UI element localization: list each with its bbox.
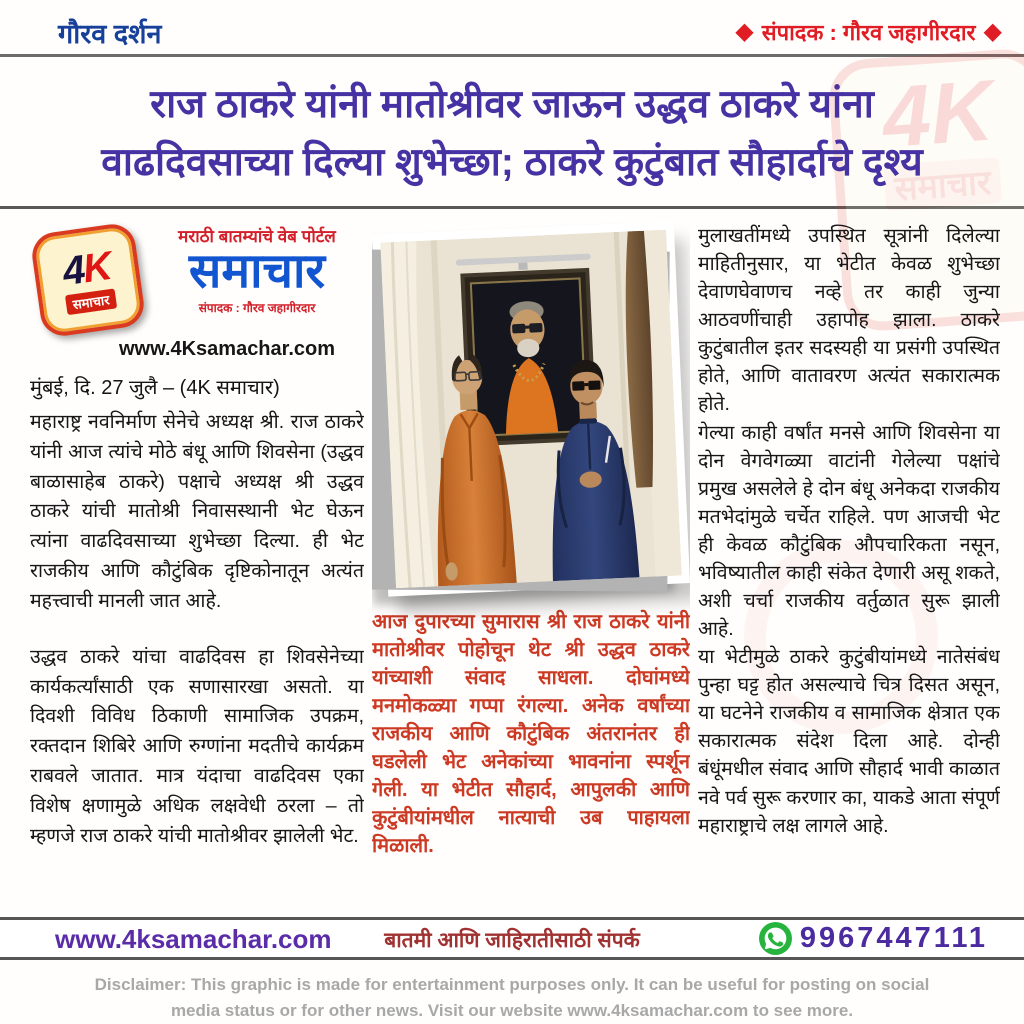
footer-phone-number: 9967447111 (799, 922, 988, 954)
footer-phone-block (759, 922, 988, 955)
footer-website: www.4ksamachar.com (55, 924, 332, 954)
publisher-website: www.4Ksamachar.com (118, 338, 336, 360)
header-divider (0, 54, 1024, 57)
logo-digit-4: 4 (59, 247, 87, 294)
masthead-title: गौरव दर्शन (58, 19, 162, 49)
disclaimer-text: Disclaimer: This graphic is made for entertainment purposes only. It can be useful for posting on social media status or for other news. Visit our website www.4ksamachar.com to see more. (94, 975, 930, 1021)
publisher-name: समाचार (188, 245, 326, 298)
article-paragraph: मुलाखतींमध्ये उपस्थित सूत्रांनी दिलेल्या माहितीनुसार, या भेटीत केवळ शुभेच्छा देवाणघेवाणच नव्हे तर काही जुन्या आठवणींचाही उहापोह झाला. ठाकरे कुटुंबातील इतर सदस्यही या प्रसंगी उपस्थित होते, आणि वातावरण अत्यंत सकारात्मक होते. (698, 225, 1000, 416)
photo-illustration (380, 230, 681, 589)
logo-badge-subtitle: समाचार (64, 288, 117, 315)
editor-credit-label: संपादक : गौरव जहागीरदार (761, 20, 976, 45)
center-column (372, 222, 690, 914)
article-paragraph: या भेटीमुळे ठाकरे कुटुंबीयांमध्ये नातेसंबंध पुन्हा घट्ट होत असल्याचे चित्र दिसत असून, या घटनेने राजकीय व सामाजिक क्षेत्रात एक सकारात्मक संदेश दिला आहे. दोन्ही बंधूंमधील संवाद आणि सौहार्द भावी काळात नवे पर्व सुरू करणार का, याकडे आता संपूर्ण महाराष्ट्राचे लक्ष लागले आहे. (698, 646, 1000, 837)
photo-thackeray-brothers (372, 222, 690, 597)
whatsapp-icon (759, 922, 792, 955)
photo-caption: आज दुपारच्या सुमारास श्री राज ठाकरे यांनी मातोश्रीवर पोहोचून थेट श्री उद्धव ठाकरे यांच्याशी संवाद साधला. दोघांमध्ये मनमोकळ्या गप्पा रंगल्या. अनेक वर्षांच्या राजकीय आणि कौटुंबिक अंतरानंतर ही घडलेली भेट अनेकांच्या भावनांना स्पर्शून गेली. या भेटीत सौहार्द, आपुलकी आणि कुटुंबीयांमधील नात्याची उब पाहायला मिळाली. (372, 611, 690, 857)
publisher-name-stack (150, 222, 364, 316)
headline-line1: राज ठाकरे यांनी मातोश्रीवर जाऊन उद्धव ठाकरे यांना (150, 83, 874, 126)
publisher-editor-line: संपादक : गौरव जहागीरदार (198, 301, 316, 316)
footer-divider-bottom (0, 957, 1024, 960)
article-paragraph: गेल्या काही वर्षांत मनसे आणि शिवसेना या दोन वेगवेगळ्या वाटांनी गेलेल्या पक्षांचे प्रमुख असलेले हे दोन बंधू अनेकदा राजकीय मतभेदांमुळे चर्चेत राहिले. पण आजची भेट ही केवळ कौटुंबिक औपचारिकता नसून, भविष्यातील काही संकेत देणारी असू शकते, अशी चर्चा राजकीय वर्तुळात सुरू झाली आहे. (698, 421, 1000, 641)
4k-logo-text (59, 243, 113, 294)
4k-logo-badge (30, 222, 147, 339)
dateline: मुंबई, दि. 27 जुलै – (4K समाचार) (30, 377, 280, 399)
diamond-icon-left: ◆ (735, 18, 754, 45)
logo-letter-k: K (80, 243, 113, 291)
headline (26, 76, 998, 191)
editor-credit (735, 17, 1002, 47)
watermark-samachar-text: समाचार (883, 157, 1002, 211)
article-paragraph: उद्धव ठाकरे यांचा वाढदिवस हा शिवसेनेच्या कार्यकर्त्यांसाठी एक सणासारखा असतो. या दिवशी विविध ठिकाणी सामाजिक उपक्रम, रक्तदान शिबिरे आणि रुग्णांना मदतीचे कार्यक्रम राबवले जातात. मात्र यंदाचा वाढदिवस एका विशेष क्षणामुळे अधिक लक्षवेधी ठरला – तो म्हणजे राज ठाकरे यांची मातोश्रीवर झालेली भेट. (30, 645, 364, 847)
footer-contact-label: बातमी आणि जाहिरातीसाठी संपर्क (384, 929, 640, 952)
watermark-4k-text: 4K (879, 62, 996, 166)
publisher-logo-block (30, 222, 364, 332)
footer-contact-bar (0, 920, 1024, 957)
headline-line2: वाढदिवसाच्या दिल्या शुभेच्छा; ठाकरे कुटुंबात सौहार्दाचे दृश्य (101, 140, 923, 184)
publisher-tagline: मराठी बातम्यांचे वेब पोर्टल (178, 227, 336, 246)
left-column (30, 222, 364, 914)
diamond-icon-right: ◆ (983, 18, 1002, 45)
article-paragraph: महाराष्ट्र नवनिर्माण सेनेचे अध्यक्ष श्री. राज ठाकरे यांनी आज त्यांचे मोठे बंधू आणि शिवसेना (उद्धव बाळासाहेब ठाकरे) पक्षाचे अध्यक्ष श्री उद्धव ठाकरे यांची मातोश्री निवासस्थानी भेट घेऊन त्यांना वाढदिवसाच्या शुभेच्छा दिल्या. ही भेट राजकीय आणि कौटुंबिक दृष्टिकोनातून अत्यंत महत्त्वाची मानली जात आहे. (30, 411, 364, 612)
right-column (698, 222, 1000, 914)
